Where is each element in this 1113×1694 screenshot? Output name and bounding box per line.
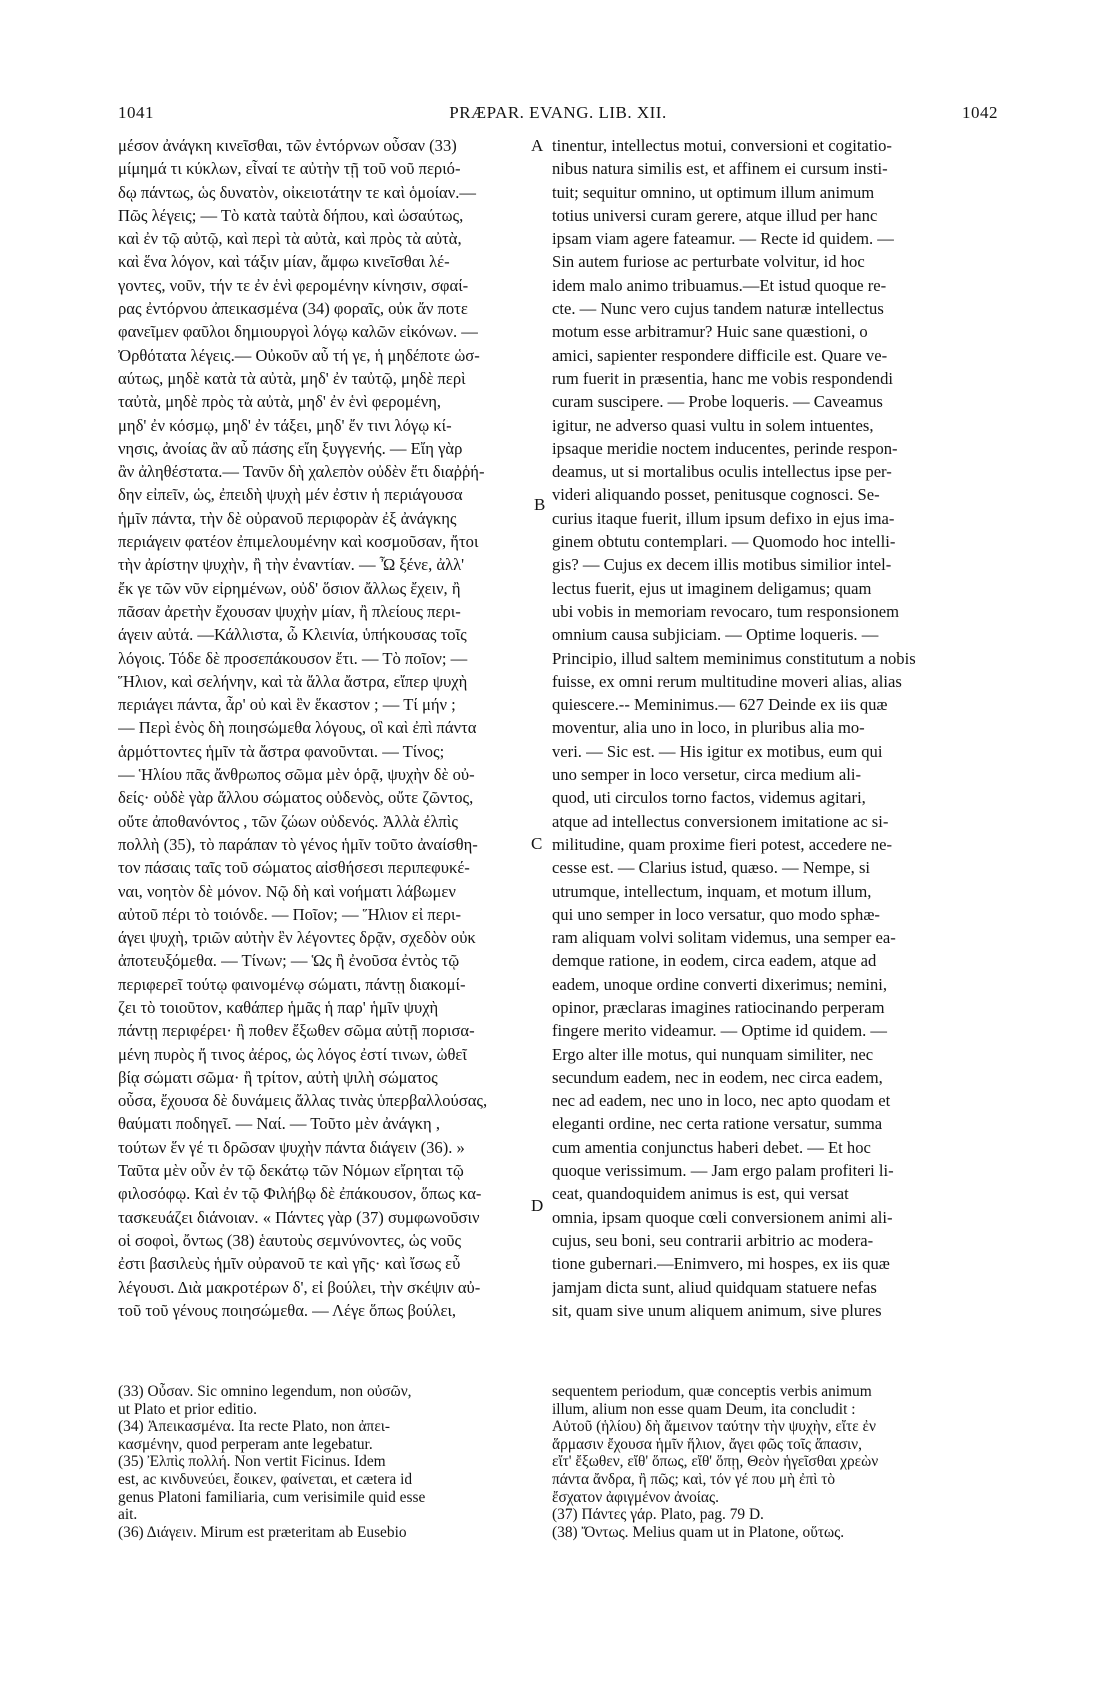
greek-text-line: δῳ πάντως, ὡς δυνατὸν, οἰκειοτάτην τε καὶ ὁμοίαν.—	[118, 182, 476, 202]
latin-text-line: Sin autem furiose ac perturbate volvitur, id hoc	[552, 252, 865, 272]
latin-text-column	[552, 134, 1004, 1322]
latin-text-line: curam suscipere. — Probe loqueris. — Caveamus	[552, 392, 883, 412]
footnote-line: πάντα ἄνδρα, ἢ πῶς; καὶ, τόν γέ που μὴ ἐπὶ τὸ	[552, 1470, 836, 1488]
greek-text-line: τασκευάζει διάνοιαν. « Πάντες γὰρ (37) συμφωνοῦσιν	[118, 1207, 480, 1227]
greek-text-line: τον πάσαις ταῖς τοῦ σώματος αἰσθήσεσι περιπεφυκέ-	[118, 858, 470, 878]
latin-text-line: tione gubernari.—Enimvero, mi hospes, ex iis quæ	[552, 1254, 890, 1274]
greek-text-line: δην εἰπεῖν, ὡς, ἐπειδὴ ψυχὴ μέν ἐστιν ἡ περιάγουσα	[118, 485, 463, 505]
latin-text-line: nibus natura similis est, et affinem ei cursum insti-	[552, 159, 888, 179]
greek-text-line: Πῶς λέγεις; — Τὸ κατὰ ταὐτὰ δήπου, καὶ ὡσαύτως,	[118, 205, 464, 225]
latin-text-line: Principio, illud saltem meminimus constitutum a nobis	[552, 648, 916, 668]
latin-text-line: veri. — Sic est. — His igitur ex motibus, eum qui	[552, 741, 883, 761]
footnote-line: (37) Πάντες γάρ. Plato, pag. 79 D.	[552, 1506, 764, 1524]
latin-text-line: igitur, ne adverso quasi vultu in solem intuentes,	[552, 415, 874, 435]
greek-text-line: πάντῃ περιφέρει· ἢ ποθεν ἔξωθεν σῶμα αὐτῇ πορισα-	[118, 1021, 475, 1041]
greek-text-line: ζει τὸ τοιοῦτον, καθάπερ ἡμᾶς ἡ παρ' ἡμῖν ψυχὴ	[118, 997, 439, 1017]
greek-text-line: ἡμῖν πάντα, τὴν δὲ οὐρανοῦ περιφορὰν ἐξ ἀνάγκης	[118, 508, 457, 528]
latin-text-line: motum esse arbitramur? Huic sane quæstioni, o	[552, 322, 868, 342]
latin-text-line: nec ad eadem, nec uno in loco, nec apto quodam et	[552, 1091, 891, 1111]
footnote-line: (34) Ἀπεικασμένα. Ita recte Plato, non ἀπει-	[118, 1418, 391, 1436]
page-number-left: 1041	[118, 103, 154, 122]
latin-text-line: gis? — Cujus ex decem illis motibus similior intel-	[552, 555, 892, 575]
latin-text-line: secundum eadem, nec in eodem, nec circa eadem,	[552, 1067, 883, 1087]
greek-text-line: πολλὴ (35), τὸ παράπαν τὸ γένος ἡμῖν τοῦτο ἀναίσθη-	[118, 834, 478, 854]
greek-text-line: οἱ σοφοὶ, ὄντως (38) ἑαυτοὺς σεμνύνοντες, ὡς νοῦς	[118, 1230, 462, 1250]
greek-text-line: λέγουσι. Διὰ μακροτέρων δ', εἰ βούλει, τὴν σκέψιν αὐ-	[118, 1277, 481, 1297]
greek-text-line: ρας ἐντόρνου ἀπεικασμένα (34) φοραῖς, οὐκ ἄν ποτε	[118, 299, 468, 319]
footnote-line: sequentem periodum, quæ conceptis verbis animum	[552, 1383, 872, 1400]
latin-text-line: ginem obtutu contemplari. — Quomodo hoc intelli-	[552, 532, 896, 552]
greek-text-line: περιφερεῖ τούτῳ φαινομένῳ σώματι, πάντῃ διακομί-	[118, 974, 466, 994]
latin-text-line: amici, sapienter respondere difficile est. Quare ve-	[552, 345, 888, 365]
greek-text-line: ναι, νοητὸν δὲ μόνον. Νῷ δὴ καὶ νοήματι λάβωμεν	[118, 881, 456, 901]
latin-text-line: cum amentia conjunctus haberi debet. — Et hoc	[552, 1137, 871, 1157]
latin-text-line: fuisse, ex omni rerum multitudine moveri alias, alias	[552, 671, 902, 691]
greek-text-line: τοῦ τοῦ γένους ποιησώμεθα. — Λέγε ὅπως βούλει,	[118, 1300, 457, 1320]
greek-text-line: γοντες, νοῦν, τήν τε ἐν ἑνὶ φερομένην κίνησιν, σφαί-	[118, 275, 469, 295]
greek-text-line: οὔτε ἀποθανόντος , τῶν ζώων οὐδενός. Ἀλλὰ ἐλπὶς	[118, 811, 458, 831]
greek-text-line: νησις, ἀνοίας ἂν αὖ πάσης εἴη ξυγγενής. — Εἴη γὰρ	[118, 438, 463, 458]
footnote-line: εἴτ' ἔξωθεν, εἴθ' ὅπως, εἴθ' ὅπῃ, Θεὸν ἡγεῖσθαι χρεὼν	[552, 1453, 879, 1471]
latin-text-line: cujus, seu boni, seu contrarii arbitrio ac modera-	[552, 1230, 874, 1250]
greek-text-line: αύτως, μηδὲ κατὰ τὰ αὐτὰ, μηδ' ἐν ταὐτῷ, μηδὲ περὶ	[118, 368, 466, 388]
footnote-line: genus Platoni familiaria, cum verisimile quid esse	[118, 1488, 426, 1506]
latin-text-line: moventur, alia uno in loco, in pluribus alia mo-	[552, 718, 865, 738]
latin-text-line: atque ad intellectus conversionem imitatione ac si-	[552, 811, 889, 831]
greek-text-column	[118, 134, 528, 1322]
footnote-line: ait.	[118, 1506, 138, 1524]
greek-text-line: ἔκ γε τῶν νῦν εἰρημένων, οὐδ' ὅσιον ἄλλως ἔχειν, ἢ	[118, 578, 461, 598]
latin-text-line: militudine, quam proxime fieri potest, accedere ne-	[552, 834, 893, 854]
greek-text-line: άγει ψυχὴ, τριῶν αὐτὴν ἓν λέγοντες δρᾷν, σχεδὸν οὐκ	[118, 928, 476, 948]
footnote-line: (35) Ἐλπὶς πολλή. Non vertit Ficinus. Idem	[118, 1453, 386, 1471]
latin-text-line: quod, uti circulos torno factos, videmus agitari,	[552, 788, 866, 808]
footnotes-right	[552, 1383, 1004, 1541]
greek-text-line: μένη πυρὸς ἤ τινος ἀέρος, ὡς λόγος ἐστί τινων, ὠθεῖ	[118, 1044, 467, 1064]
margin-letter-d: D	[531, 1196, 544, 1215]
latin-text-line: tuit; sequitur omnino, ut optimum illum animum	[552, 182, 875, 202]
footnote-line: ut Plato et prior editio.	[118, 1400, 257, 1418]
latin-text-line: eleganti ordine, nec certa ratione versatur, summa	[552, 1114, 883, 1134]
greek-text-line: ἂν ἀληθέστατα.— Τανῦν δὴ χαλεπὸν οὐδὲν ἔτι διαῤῥή-	[118, 462, 485, 482]
footnote-line: est, ac κινδυνεύει, ἔοικεν, φαίνεται, et cætera id	[118, 1470, 413, 1488]
greek-text-line: καὶ ἐν τῷ αὐτῷ, καὶ περὶ τὰ αὐτὰ, καὶ πρὸς τὰ αὐτὰ,	[118, 229, 462, 249]
greek-text-line: Ὀρθότατα λέγεις.— Οὐκοῦν αὖ τή γε, ἡ μηδέποτε ὡσ-	[118, 345, 480, 365]
latin-text-line: quiescere.-- Meminimus.— 627 Deinde ex iis quæ	[552, 695, 888, 715]
greek-text-line: άγειν αὐτά. —Κάλλιστα, ὦ Κλεινία, ὑπήκουσας τοῖς	[118, 625, 467, 645]
greek-text-line: λόγοις. Τόδε δὲ προσεπάκουσον ἔτι. — Τὸ ποῖον; —	[118, 648, 468, 668]
latin-text-line: fingere merito videamur. — Optime id quidem. —	[552, 1021, 888, 1041]
greek-text-line: φανεῖμεν φαῦλοι δημιουργοὶ λόγῳ καλῶν εἰκόνων. —	[118, 322, 478, 342]
footnote-line: ἅρμασιν ἔχουσα ἡμῖν ἥλιον, ἄγει φῶς τοῖς ἅπασιν,	[552, 1435, 862, 1453]
margin-letter-c: C	[531, 834, 543, 853]
greek-text-line: πᾶσαν ἀρετὴν ἔχουσαν ψυχὴν μίαν, ἢ πλείους περι-	[118, 601, 461, 621]
latin-text-line: Ergo alter ille motus, qui nunquam similiter, nec	[552, 1044, 874, 1064]
footnote-line: (36) Διάγειν. Mirum est præteritam ab Eusebio	[118, 1523, 407, 1541]
greek-text-line: μηδ' ἐν κόσμῳ, μηδ' ἐν τάξει, μηδ' ἔν τινι λόγῳ κί-	[118, 415, 452, 435]
latin-text-line: ipsam viam agere fateamur. — Recte id quidem. —	[552, 229, 894, 249]
latin-text-line: videri aliquando posset, penitusque cognosci. Se-	[552, 485, 880, 505]
margin-letter-a: A	[531, 136, 544, 155]
greek-text-line: — Ἡλίου πᾶς ἄνθρωπος σῶμα μὲν ὁρᾷ, ψυχὴν δὲ οὐ-	[118, 765, 475, 785]
running-header	[118, 103, 998, 127]
latin-text-line: eadem, unoque ordine converti dixerimus; nemini,	[552, 974, 888, 994]
latin-text-line: quoque verissimum. — Jam ergo palam profiteri li-	[552, 1161, 894, 1181]
greek-text-line: θαύματι ποδηγεῖ. — Ναί. — Τοῦτο μὲν ἀνάγκη ,	[118, 1114, 440, 1134]
latin-text-line: opinor, præclaras imagines ratiocinando perperam	[552, 997, 885, 1017]
greek-text-line: τὴν ἀρίστην ψυχὴν, ἢ τὴν ἐναντίαν. — Ὦ ξένε, ἀλλ'	[118, 555, 465, 575]
greek-text-line: περιάγει πάντα, ἆρ' οὐ καὶ ἓν ἕκαστον ; — Τί μήν ;	[118, 695, 456, 715]
greek-text-line: οὖσα, ἔχουσα δὲ δυνάμεις ἄλλας τινὰς ὑπερβαλλούσας,	[118, 1091, 488, 1111]
latin-text-line: qui uno semper in loco versatur, quo modo sphæ-	[552, 904, 880, 924]
greek-text-line: καὶ ἕνα λόγον, καὶ τάξιν μίαν, ἄμφω κινεῖσθαι λέ-	[118, 252, 450, 272]
footnote-line: ἔσχατον ἀφιγμένον ἀνοίας.	[552, 1488, 719, 1506]
latin-text-line: jamjam dicta sunt, aliud quidquam statuere nefas	[552, 1277, 877, 1297]
footnote-line: κασμένην, quod perperam ante legebatur.	[118, 1435, 373, 1453]
greek-text-line: αὐτοῦ πέρι τὸ τοιόνδε. — Ποῖον; — Ἥλιον εἰ περι-	[118, 904, 461, 924]
latin-text-line: sit, quam sive unum aliquem animum, sive plures	[552, 1300, 882, 1320]
greek-text-line: δείς· οὐδὲ γὰρ ἄλλου σώματος οὐδενὸς, οὔτε ζῶντος,	[118, 788, 474, 808]
latin-text-line: idem malo animo tribuamus.—Et istud quoque re-	[552, 275, 887, 295]
latin-text-line: tinentur, intellectus motui, conversioni et cogitatio-	[552, 136, 892, 155]
greek-text-line: ἁρμόττοντες ἡμῖν τὰ ἄστρα φανοῦνται. — Τίνος;	[118, 741, 445, 761]
latin-text-line: ipsaque meridie noctem inducentes, perinde respon-	[552, 438, 898, 458]
latin-text-line: omnia, ipsam quoque cœli conversionem animi ali-	[552, 1207, 893, 1227]
latin-text-line: totius universi curam gerere, atque illud per hanc	[552, 205, 878, 225]
latin-text-line: uno semper in loco versetur, circa medium ali-	[552, 765, 861, 785]
greek-text-line: Ἥλιον, καὶ σελήνην, καὶ τὰ ἄλλα ἄστρα, εἴπερ ψυχὴ	[118, 671, 468, 691]
footnote-line: (33) Οὖσαν. Sic omnino legendum, non οὐσῶν,	[118, 1383, 412, 1400]
footnote-line: Αὐτοῦ (ἡλίου) δὴ ἄμεινον ταύτην τὴν ψυχὴν, εἴτε ἐν	[552, 1418, 876, 1436]
latin-text-line: demque ratione, in eodem, circa eadem, atque ad	[552, 951, 877, 971]
latin-text-line: ram aliquam volvi solitam videmus, una semper ea-	[552, 928, 896, 948]
latin-text-line: rum fuerit in præsentia, hanc me vobis respondendi	[552, 368, 894, 388]
latin-text-line: ubi vobis in memoriam revocaro, tum responsionem	[552, 601, 900, 621]
latin-text-line: utrumque, intellectum, inquam, et motum illum,	[552, 881, 872, 901]
latin-text-line: lectus fuerit, ejus ut imaginem deligamus; quam	[552, 578, 872, 598]
footnote-line: illum, alium non esse quam Deum, ita concludit :	[552, 1400, 856, 1418]
footnotes-left	[118, 1383, 528, 1541]
latin-text-line: ceat, quandoquidem animus is est, qui versat	[552, 1184, 849, 1204]
latin-text-line: omnium causa subjiciam. — Optime loqueris. —	[552, 625, 879, 645]
latin-text-line: cesse est. — Clarius istud, quæso. — Nempe, si	[552, 858, 871, 878]
greek-text-line: φιλοσόφῳ. Καὶ ἐν τῷ Φιλήβῳ δὲ ἐπάκουσον, ὅπως κα-	[118, 1184, 482, 1204]
latin-text-line: deamus, ut si mortalibus oculis intellectus ipse per-	[552, 462, 892, 482]
greek-text-line: περιάγειν φατέον ἐπιμελουμένην καὶ κοσμοῦσαν, ἤτοι	[118, 532, 479, 552]
greek-text-line: ταὐτὰ, μηδὲ πρὸς τὰ αὐτὰ, μηδ' ἐν ἑνὶ φερομένη,	[118, 392, 442, 412]
page-number-right: 1042	[962, 103, 998, 122]
footnote-line: (38) Ὄντως. Melius quam ut in Platone, οὕτως.	[552, 1523, 845, 1541]
greek-text-line: μέσον ἀνάγκη κινεῖσθαι, τῶν ἐντόρνων οὖσαν (33)	[118, 136, 457, 155]
greek-text-line: τούτων ἕν γέ τι δρῶσαν ψυχὴν πάντα διάγειν (36). »	[118, 1137, 465, 1157]
margin-letter-b: B	[534, 495, 546, 514]
greek-text-line: — Περὶ ἑνὸς δὴ ποιησώμεθα λόγους, οἳ καὶ ἐπὶ πάντα	[118, 718, 477, 738]
greek-text-line: Ταῦτα μὲν οὖν ἐν τῷ δεκάτῳ τῶν Νόμων εἴρηται τῷ	[118, 1161, 464, 1181]
greek-text-line: ἐστι βασιλεὺς ἡμῖν οὐρανοῦ τε καὶ γῆς· καὶ ἴσως εὖ	[118, 1254, 461, 1274]
greek-text-line: μίμημά τι κύκλων, εἶναί τε αὐτὴν τῇ τοῦ νοῦ περιό-	[118, 159, 461, 179]
greek-text-line: βίᾳ σώματι σῶμα· ἢ τρίτον, αὐτὴ ψιλὴ σώματος	[118, 1067, 438, 1087]
running-title: PRÆPAR. EVANG. LIB. XII.	[449, 103, 667, 122]
latin-text-line: cte. — Nunc vero cujus tandem naturæ intellectus	[552, 299, 884, 319]
greek-text-line: ἀποτευξόμεθα. — Τίνων; — Ὡς ἢ ἐνοῦσα ἐντὸς τῷ	[118, 951, 460, 971]
latin-text-line: curius itaque fuerit, illum ipsum defixo in ejus ima-	[552, 508, 895, 528]
